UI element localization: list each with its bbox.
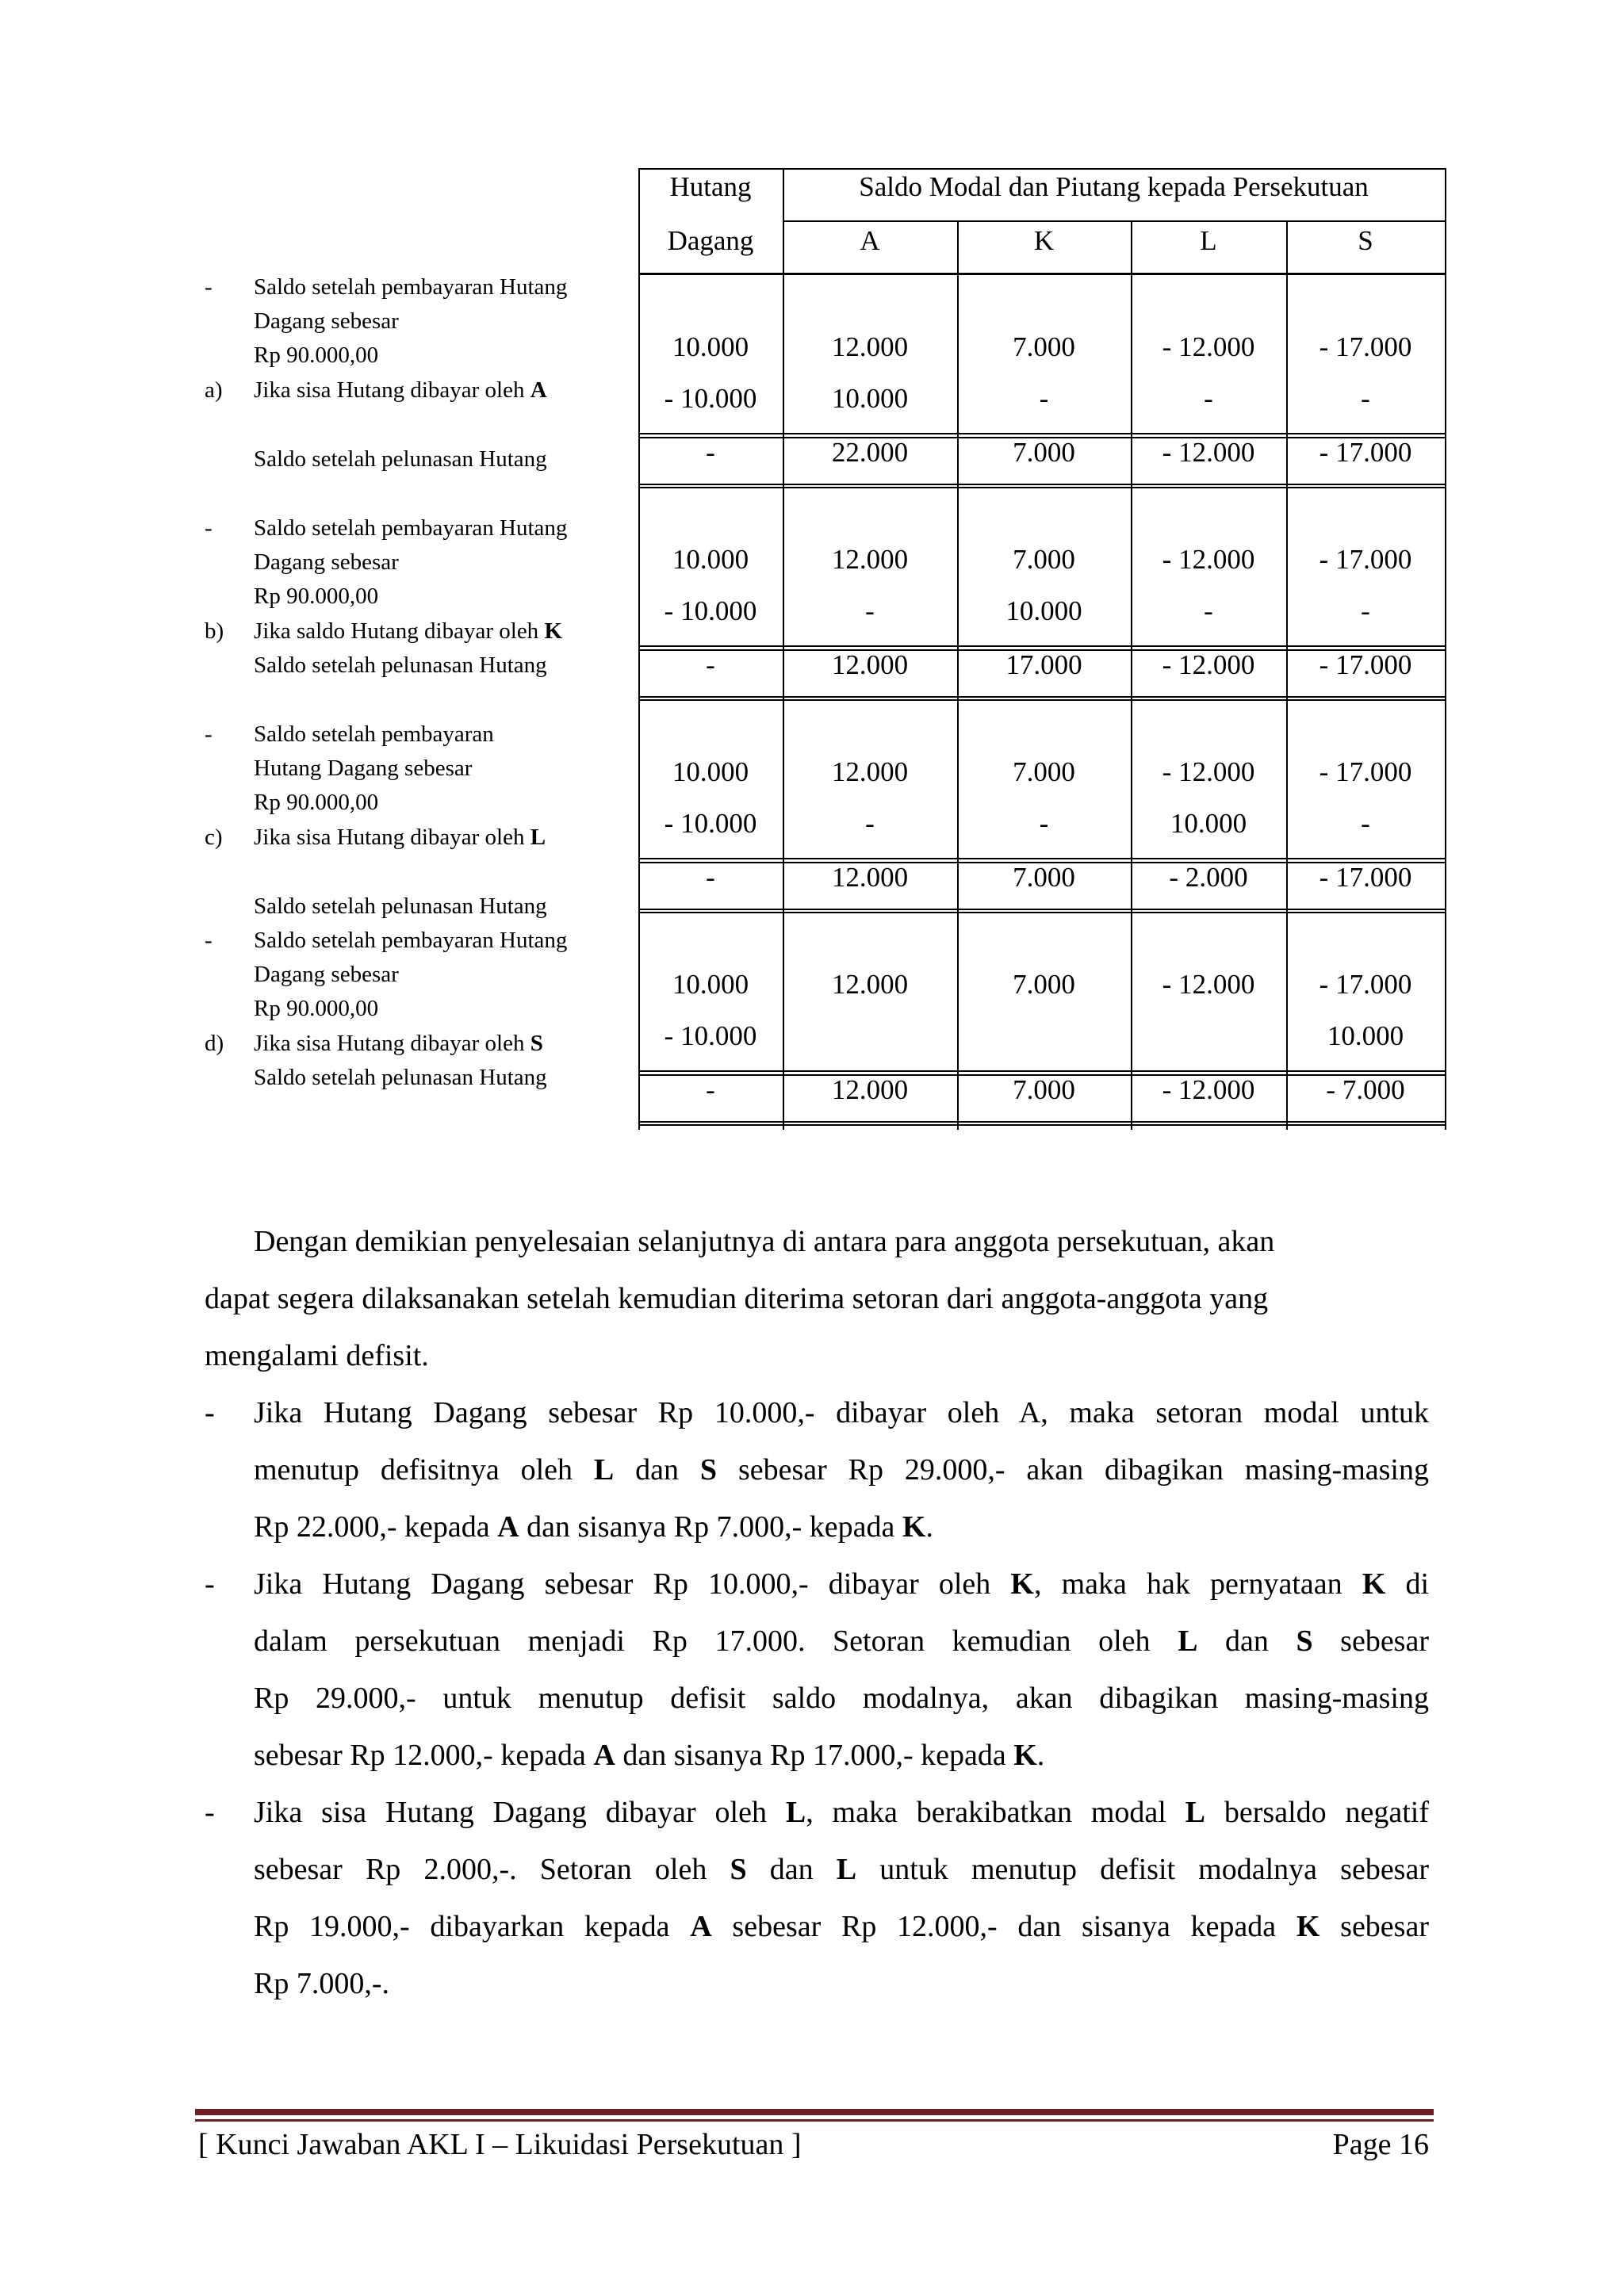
total-cell-hutang: - — [706, 437, 715, 468]
cell-hutang: - 10.000 — [664, 808, 757, 839]
table-rule — [638, 909, 1445, 910]
case-label-d: Jika sisa Hutang dibayar oleh S — [254, 1031, 543, 1056]
total-cell-a: 12.000 — [831, 1074, 909, 1105]
bullet-3-line: Rp 19.000,- dibayarkan kepada A sebesar Rp 12.000,- dan sisanya kepada K sebesar — [254, 1910, 1429, 1943]
total-cell-hutang: - — [706, 1074, 715, 1105]
cell-k: 7.000 — [1013, 544, 1075, 575]
label-amount: Rp 90.000,00 — [254, 790, 379, 815]
case-marker-c: c) — [205, 825, 223, 850]
table-rule — [638, 168, 1445, 170]
header-partner-l: L — [1200, 225, 1217, 256]
bullet-3-line: Rp 7.000,-. — [254, 1967, 389, 2000]
table-rule — [638, 487, 1445, 488]
cell-l: - 12.000 — [1162, 756, 1255, 787]
header-group: Saldo Modal dan Piutang kepada Persekutuan — [859, 171, 1369, 202]
header-hutang: Hutang — [669, 171, 752, 202]
label-text: Dagang sebesar — [254, 962, 399, 987]
bullet-1-line: Jika Hutang Dagang sebesar Rp 10.000,- dibayar oleh A, maka setoran modal untuk — [254, 1396, 1429, 1429]
total-cell-l: - 12.000 — [1162, 1074, 1255, 1105]
total-cell-l: - 2.000 — [1169, 862, 1248, 893]
label-text: Saldo setelah pembayaran — [254, 721, 494, 747]
total-cell-k: 7.000 — [1013, 1074, 1075, 1105]
bullet-dash: - — [205, 1396, 215, 1429]
total-cell-a: 12.000 — [831, 649, 909, 680]
intro-line: Dengan demikian penyelesaian selanjutnya di antara para anggota persekutuan, akan — [254, 1225, 1275, 1258]
cell-l: - 12.000 — [1162, 969, 1255, 1000]
case-marker-b: b) — [205, 618, 224, 644]
cell-a: 10.000 — [831, 383, 909, 414]
label-text: Saldo setelah pembayaran Hutang — [254, 515, 568, 541]
total-cell-a: 22.000 — [831, 437, 909, 468]
bullet-2-line: Jika Hutang Dagang sebesar Rp 10.000,- dibayar oleh K, maka hak pernyataan K di — [254, 1567, 1430, 1601]
cell-a: 12.000 — [831, 544, 909, 575]
case-label-c: Jika sisa Hutang dibayar oleh L — [254, 825, 546, 850]
cell-a: - — [865, 808, 875, 839]
total-cell-k: 7.000 — [1013, 862, 1075, 893]
table-rule — [638, 912, 1445, 913]
footer-rule-thick — [195, 2109, 1434, 2115]
bullet-3-line: Jika sisa Hutang Dagang dibayar oleh L, maka berakibatkan modal L bersaldo negatif — [254, 1796, 1429, 1829]
cell-k: 7.000 — [1013, 969, 1075, 1000]
total-cell-s: - 7.000 — [1326, 1074, 1405, 1105]
total-cell-s: - 17.000 — [1319, 437, 1412, 468]
case-marker-a: a) — [205, 377, 223, 403]
cell-a: 12.000 — [831, 331, 909, 362]
bullet-2-line: Rp 29.000,- untuk menutup defisit saldo modalnya, akan dibagikan masing-masing — [254, 1682, 1429, 1715]
cell-a: 12.000 — [831, 969, 909, 1000]
cell-s: - 17.000 — [1319, 756, 1412, 787]
case-label-b: Jika saldo Hutang dibayar oleh K — [254, 618, 562, 644]
table-rule — [638, 1070, 1445, 1072]
cell-hutang: 10.000 — [672, 969, 749, 1000]
cell-k: 10.000 — [1005, 595, 1082, 626]
cell-s: - 17.000 — [1319, 331, 1412, 362]
cell-s: - — [1361, 808, 1370, 839]
label-amount: Rp 90.000,00 — [254, 996, 379, 1021]
cell-hutang: - 10.000 — [664, 1020, 757, 1051]
table-rule — [638, 699, 1445, 701]
cell-a: - — [865, 595, 875, 626]
label-text: Dagang sebesar — [254, 308, 399, 334]
cell-k: 7.000 — [1013, 756, 1075, 787]
label-text: Saldo setelah pembayaran Hutang — [254, 274, 568, 300]
table-rule — [638, 696, 1445, 698]
label-text: Saldo setelah pelunasan Hutang — [254, 894, 547, 919]
cell-hutang: 10.000 — [672, 544, 749, 575]
bullet-2-line: sebesar Rp 12.000,- kepada A dan sisanya Rp 17.000,- kepada K. — [254, 1739, 1045, 1772]
total-cell-a: 12.000 — [831, 862, 909, 893]
cell-k: - — [1039, 808, 1049, 839]
table-rule — [783, 220, 1445, 222]
total-cell-hutang: - — [706, 649, 715, 680]
intro-line: dapat segera dilaksanakan setelah kemudian diterima setoran dari anggota-anggota yang — [205, 1282, 1269, 1315]
total-cell-s: - 17.000 — [1319, 649, 1412, 680]
table-rule — [638, 1124, 1445, 1126]
table-rule — [638, 273, 1445, 275]
header-partner-a: A — [860, 225, 880, 256]
bullet-3-line: sebesar Rp 2.000,-. Setoran oleh S dan L untuk menutup defisit modalnya sebesar — [254, 1853, 1429, 1886]
header-partner-s: S — [1358, 225, 1373, 256]
total-cell-s: - 17.000 — [1319, 862, 1412, 893]
cell-k: 7.000 — [1013, 331, 1075, 362]
cell-s: 10.000 — [1327, 1020, 1404, 1051]
label-text: Saldo setelah pelunasan Hutang — [254, 446, 547, 472]
label-amount: Rp 90.000,00 — [254, 584, 379, 609]
table-rule — [638, 858, 1445, 859]
total-cell-hutang: - — [706, 862, 715, 893]
table-rule — [638, 645, 1445, 647]
bullet-1-line: Rp 22.000,- kepada A dan sisanya Rp 7.000,- kepada K. — [254, 1510, 933, 1544]
cell-l: - — [1204, 383, 1213, 414]
cell-hutang: 10.000 — [672, 331, 749, 362]
label-text: Saldo setelah pelunasan Hutang — [254, 652, 547, 678]
total-cell-k: 17.000 — [1005, 649, 1082, 680]
label-text: Dagang sebesar — [254, 549, 399, 575]
case-label-a: Jika sisa Hutang dibayar oleh A — [254, 377, 547, 403]
table-rule — [638, 1121, 1445, 1123]
bullet-dash: - — [205, 1796, 215, 1829]
cell-l: - 12.000 — [1162, 331, 1255, 362]
total-cell-k: 7.000 — [1013, 437, 1075, 468]
cell-hutang: - 10.000 — [664, 383, 757, 414]
footer-rule-thin — [195, 2119, 1434, 2122]
cell-a: 12.000 — [831, 756, 909, 787]
label-text: Hutang Dagang sebesar — [254, 756, 473, 781]
label-amount: Rp 90.000,00 — [254, 342, 379, 368]
table-rule — [638, 433, 1445, 434]
bullet-1-line: menutup defisitnya oleh L dan S sebesar Rp 29.000,- akan dibagikan masing-masing — [254, 1453, 1429, 1487]
intro-line: mengalami defisit. — [205, 1339, 429, 1372]
table-rule — [1445, 168, 1446, 1130]
label-text: Saldo setelah pembayaran Hutang — [254, 928, 568, 953]
table-rule — [638, 484, 1445, 485]
cell-l: - 12.000 — [1162, 544, 1255, 575]
header-partner-k: K — [1033, 225, 1055, 256]
cell-s: - 17.000 — [1319, 969, 1412, 1000]
cell-s: - 17.000 — [1319, 544, 1412, 575]
page-number: Page 16 — [1332, 2128, 1429, 2161]
cell-k: - — [1039, 383, 1049, 414]
total-cell-l: - 12.000 — [1162, 437, 1255, 468]
dash-marker: - — [205, 515, 213, 541]
header-dagang: Dagang — [667, 225, 754, 256]
dash-marker: - — [205, 721, 213, 747]
dash-marker: - — [205, 274, 213, 300]
dash-marker: - — [205, 928, 213, 953]
bullet-dash: - — [205, 1567, 215, 1601]
cell-l: 10.000 — [1170, 808, 1247, 839]
cell-hutang: 10.000 — [672, 756, 749, 787]
cell-hutang: - 10.000 — [664, 595, 757, 626]
cell-l: - — [1204, 595, 1213, 626]
cell-s: - — [1361, 595, 1370, 626]
bullet-2-line: dalam persekutuan menjadi Rp 17.000. Setoran kemudian oleh L dan S sebesar — [254, 1624, 1429, 1658]
total-cell-l: - 12.000 — [1162, 649, 1255, 680]
case-marker-d: d) — [205, 1031, 224, 1056]
cell-s: - — [1361, 383, 1370, 414]
label-text: Saldo setelah pelunasan Hutang — [254, 1065, 547, 1090]
footer-title: [ Kunci Jawaban AKL I – Likuidasi Persekutuan ] — [198, 2128, 802, 2161]
